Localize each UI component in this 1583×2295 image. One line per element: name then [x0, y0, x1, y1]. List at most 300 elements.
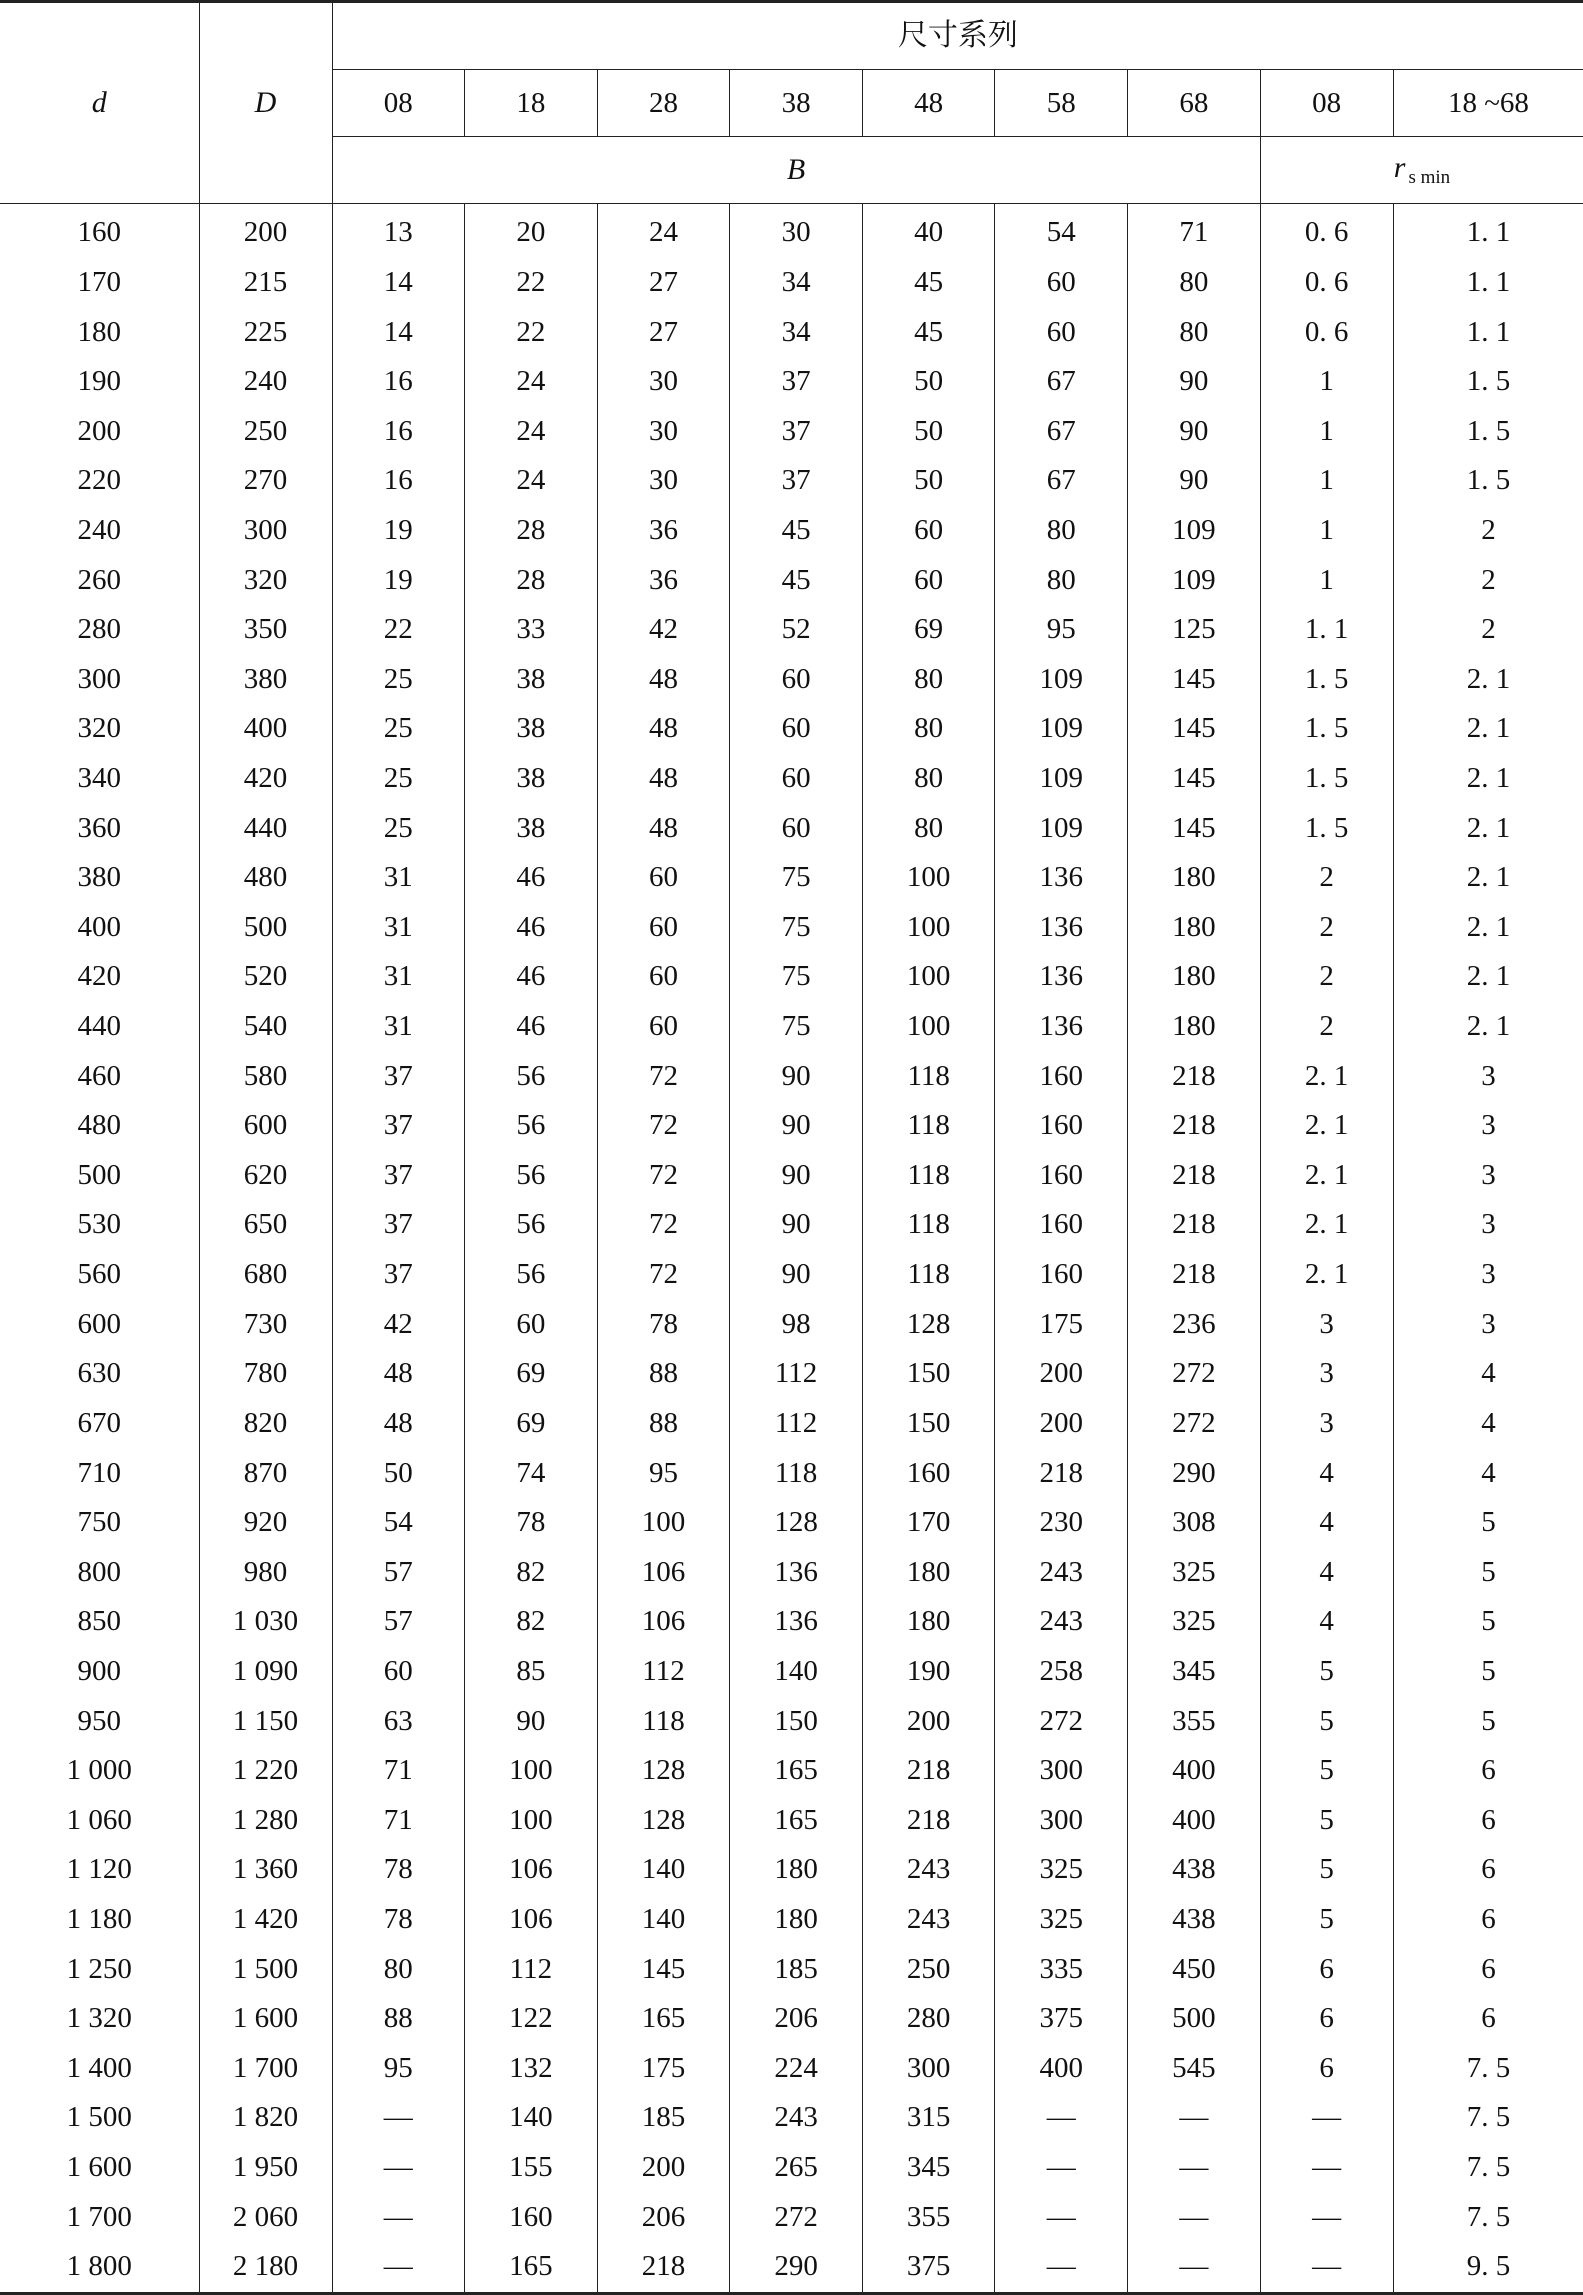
table-cell: 1 280 — [199, 1796, 332, 1846]
table-cell: 106 — [597, 1547, 730, 1597]
table-cell: 31 — [332, 903, 465, 953]
table-cell: 22 — [465, 258, 598, 308]
table-cell: 920 — [199, 1498, 332, 1548]
table-cell: 27 — [597, 258, 730, 308]
table-cell: 30 — [597, 357, 730, 407]
table-cell: 308 — [1128, 1498, 1261, 1548]
table-cell: 218 — [995, 1448, 1128, 1498]
table-cell: 1 000 — [0, 1746, 199, 1796]
table-row — [0, 456, 1583, 506]
table-cell: 180 — [1128, 903, 1261, 953]
table-cell: 200 — [995, 1399, 1128, 1449]
table-cell: 80 — [1128, 258, 1261, 308]
table-cell: 80 — [862, 704, 995, 754]
table-cell: 128 — [597, 1796, 730, 1846]
table-cell: 37 — [332, 1200, 465, 1250]
table-cell: 16 — [332, 357, 465, 407]
table-cell: 260 — [0, 555, 199, 605]
table-cell: 150 — [730, 1696, 863, 1746]
table-cell: 2. 1 — [1393, 952, 1583, 1002]
table-cell: 218 — [1128, 1200, 1261, 1250]
table-cell: 2. 1 — [1260, 1151, 1393, 1201]
table-cell: — — [332, 2192, 465, 2242]
table-cell: 20 — [465, 204, 598, 258]
table-cell: 680 — [199, 1250, 332, 1300]
table-cell: 300 — [995, 1796, 1128, 1846]
table-cell: 109 — [995, 803, 1128, 853]
table-cell: 2. 1 — [1393, 853, 1583, 903]
table-cell: 7. 5 — [1393, 2192, 1583, 2242]
table-cell: 243 — [862, 1845, 995, 1895]
table-cell: 0. 6 — [1260, 204, 1393, 258]
table-cell: — — [1128, 2242, 1261, 2293]
table-cell: 1 150 — [199, 1696, 332, 1746]
table-cell: 1 700 — [199, 2044, 332, 2094]
table-cell: 80 — [995, 555, 1128, 605]
table-cell: 74 — [465, 1448, 598, 1498]
table-cell: 165 — [730, 1796, 863, 1846]
table-cell: 160 — [465, 2192, 598, 2242]
table-cell: 125 — [1128, 605, 1261, 655]
table-cell: 100 — [597, 1498, 730, 1548]
table-cell: 5 — [1260, 1696, 1393, 1746]
header-series: 18 — [465, 70, 598, 137]
table-row — [0, 853, 1583, 903]
table-cell: 200 — [199, 204, 332, 258]
table-cell: 7. 5 — [1393, 2143, 1583, 2193]
table-cell: 46 — [465, 1002, 598, 1052]
table-cell: 14 — [332, 258, 465, 308]
table-cell: 9. 5 — [1393, 2242, 1583, 2293]
table-cell: 48 — [597, 704, 730, 754]
table-cell: 2. 1 — [1393, 1002, 1583, 1052]
table-cell: 60 — [730, 654, 863, 704]
table-row — [0, 1796, 1583, 1846]
table-cell: 335 — [995, 1944, 1128, 1994]
table-cell: 109 — [1128, 506, 1261, 556]
table-cell: 1. 5 — [1393, 406, 1583, 456]
table-cell: 88 — [332, 1994, 465, 2044]
table-cell: 37 — [332, 1250, 465, 1300]
table-row — [0, 204, 1583, 258]
table-cell: 375 — [995, 1994, 1128, 2044]
table-cell: — — [1128, 2093, 1261, 2143]
table-cell: 106 — [465, 1845, 598, 1895]
table-cell: 250 — [199, 406, 332, 456]
table-cell: 112 — [465, 1944, 598, 1994]
table-cell: 500 — [1128, 1994, 1261, 2044]
table-cell: 128 — [597, 1746, 730, 1796]
table-cell: 60 — [597, 903, 730, 953]
table-cell: 1 600 — [199, 1994, 332, 2044]
table-cell: 95 — [332, 2044, 465, 2094]
table-cell: 350 — [199, 605, 332, 655]
table-cell: 206 — [597, 2192, 730, 2242]
table-cell: 100 — [862, 903, 995, 953]
table-cell: 69 — [465, 1399, 598, 1449]
table-cell: 2 — [1393, 555, 1583, 605]
table-cell: 225 — [199, 307, 332, 357]
table-cell: 118 — [597, 1696, 730, 1746]
table-cell: 25 — [332, 754, 465, 804]
table-cell: 25 — [332, 704, 465, 754]
table-cell: 440 — [199, 803, 332, 853]
table-cell: 3 — [1393, 1051, 1583, 1101]
table-cell: 90 — [730, 1101, 863, 1151]
table-cell: 22 — [465, 307, 598, 357]
table-cell: 165 — [465, 2242, 598, 2293]
table-cell: 67 — [995, 357, 1128, 407]
table-cell: 240 — [199, 357, 332, 407]
table-cell: 165 — [730, 1746, 863, 1796]
table-header — [0, 2, 1583, 204]
table-cell: 300 — [862, 2044, 995, 2094]
table-cell: 160 — [0, 204, 199, 258]
table-cell: 4 — [1260, 1448, 1393, 1498]
header-d: d — [0, 2, 199, 204]
table-cell: 1. 1 — [1393, 204, 1583, 258]
table-cell: 272 — [995, 1696, 1128, 1746]
table-cell: 90 — [1128, 357, 1261, 407]
table-cell: 530 — [0, 1200, 199, 1250]
table-cell: 1 600 — [0, 2143, 199, 2193]
table-cell: 19 — [332, 506, 465, 556]
table-cell: 7. 5 — [1393, 2093, 1583, 2143]
table-cell: 355 — [862, 2192, 995, 2242]
table-cell: 1. 5 — [1260, 654, 1393, 704]
table-cell: 185 — [597, 2093, 730, 2143]
table-cell: 165 — [597, 1994, 730, 2044]
table-cell: 24 — [597, 204, 730, 258]
table-cell: 380 — [0, 853, 199, 903]
table-cell: 80 — [862, 654, 995, 704]
table-cell: 250 — [862, 1944, 995, 1994]
table-cell: 24 — [465, 406, 598, 456]
table-cell: 6 — [1393, 1746, 1583, 1796]
table-cell: 160 — [862, 1448, 995, 1498]
table-cell: 2 — [1393, 506, 1583, 556]
table-cell: 200 — [995, 1349, 1128, 1399]
table-cell: 48 — [597, 754, 730, 804]
table-cell: 19 — [332, 555, 465, 605]
table-cell: 48 — [332, 1399, 465, 1449]
table-cell: 2. 1 — [1260, 1051, 1393, 1101]
table-cell: 1 500 — [199, 1944, 332, 1994]
table-cell: 2. 1 — [1260, 1200, 1393, 1250]
table-cell: 72 — [597, 1250, 730, 1300]
table-cell: 136 — [995, 853, 1128, 903]
table-cell: 190 — [862, 1647, 995, 1697]
table-cell: 118 — [862, 1051, 995, 1101]
table-cell: 500 — [0, 1151, 199, 1201]
table-cell: 5 — [1260, 1796, 1393, 1846]
table-cell: 31 — [332, 853, 465, 903]
table-row — [0, 1002, 1583, 1052]
header-series: 68 — [1128, 70, 1261, 137]
table-cell: 218 — [1128, 1101, 1261, 1151]
table-cell: 670 — [0, 1399, 199, 1449]
table-cell: 118 — [862, 1151, 995, 1201]
table-cell: 480 — [0, 1101, 199, 1151]
table-row — [0, 1845, 1583, 1895]
table-cell: — — [1128, 2192, 1261, 2242]
table-row — [0, 357, 1583, 407]
header-r-subscript: s min — [1408, 167, 1451, 188]
table-cell: 315 — [862, 2093, 995, 2143]
table-cell: 31 — [332, 952, 465, 1002]
table-cell: 320 — [199, 555, 332, 605]
table-cell: 850 — [0, 1597, 199, 1647]
table-cell: 3 — [1393, 1101, 1583, 1151]
table-cell: 160 — [995, 1051, 1128, 1101]
table-cell: 38 — [465, 704, 598, 754]
table-cell: 56 — [465, 1051, 598, 1101]
table-cell: 218 — [1128, 1051, 1261, 1101]
table-cell: 80 — [995, 506, 1128, 556]
table-cell: 38 — [465, 803, 598, 853]
table-cell: 0. 6 — [1260, 258, 1393, 308]
table-cell: 1 420 — [199, 1895, 332, 1945]
table-cell: 57 — [332, 1547, 465, 1597]
table-cell: 870 — [199, 1448, 332, 1498]
table-cell: 243 — [730, 2093, 863, 2143]
table-cell: 1 220 — [199, 1746, 332, 1796]
table-cell: 90 — [1128, 456, 1261, 506]
table-cell: — — [1260, 2143, 1393, 2193]
table-cell: 78 — [597, 1299, 730, 1349]
table-cell: 218 — [1128, 1151, 1261, 1201]
table-cell: 450 — [1128, 1944, 1261, 1994]
table-row — [0, 704, 1583, 754]
table-cell: 155 — [465, 2143, 598, 2193]
table-cell: 42 — [332, 1299, 465, 1349]
table-cell: 325 — [995, 1845, 1128, 1895]
table-cell: 345 — [1128, 1647, 1261, 1697]
table-cell: 2 — [1260, 1002, 1393, 1052]
table-cell: 243 — [862, 1895, 995, 1945]
table-cell: 109 — [995, 654, 1128, 704]
table-cell: 109 — [1128, 555, 1261, 605]
table-cell: 90 — [465, 1696, 598, 1746]
table-row — [0, 1647, 1583, 1697]
table-cell: 6 — [1260, 1944, 1393, 1994]
table-cell: 180 — [730, 1845, 863, 1895]
table-cell: 60 — [862, 555, 995, 605]
table-row — [0, 1101, 1583, 1151]
table-cell: 1 — [1260, 357, 1393, 407]
table-cell: 200 — [0, 406, 199, 456]
table-cell: 60 — [995, 307, 1128, 357]
table-cell: 100 — [465, 1796, 598, 1846]
table-cell: 3 — [1393, 1250, 1583, 1300]
table-row — [0, 258, 1583, 308]
table-cell: 180 — [1128, 1002, 1261, 1052]
table-cell: 60 — [862, 506, 995, 556]
table-cell: 243 — [995, 1547, 1128, 1597]
table-cell: 600 — [199, 1101, 332, 1151]
table-cell: 136 — [995, 903, 1128, 953]
table-cell: 180 — [862, 1597, 995, 1647]
table-cell: 100 — [862, 952, 995, 1002]
table-cell: 206 — [730, 1994, 863, 2044]
table-cell: 1 060 — [0, 1796, 199, 1846]
table-cell: 100 — [862, 1002, 995, 1052]
table-cell: 220 — [0, 456, 199, 506]
table-cell: 460 — [0, 1051, 199, 1101]
table-cell: 90 — [730, 1051, 863, 1101]
table-row — [0, 1547, 1583, 1597]
table-cell: 440 — [0, 1002, 199, 1052]
table-cell: 136 — [995, 1002, 1128, 1052]
table-cell: 3 — [1260, 1399, 1393, 1449]
table-cell: 50 — [862, 406, 995, 456]
table-cell: — — [332, 2143, 465, 2193]
table-row — [0, 307, 1583, 357]
table-cell: 100 — [862, 853, 995, 903]
table-row — [0, 903, 1583, 953]
table-cell: 2 — [1260, 903, 1393, 953]
table-cell: 60 — [597, 1002, 730, 1052]
table-cell: 88 — [597, 1399, 730, 1449]
table-cell: 48 — [332, 1349, 465, 1399]
table-cell: 218 — [862, 1746, 995, 1796]
table-cell: 218 — [597, 2242, 730, 2293]
table-cell: 258 — [995, 1647, 1128, 1697]
table-cell: 109 — [995, 704, 1128, 754]
table-cell: 5 — [1260, 1895, 1393, 1945]
table-cell: 90 — [1128, 406, 1261, 456]
table-cell: 180 — [730, 1895, 863, 1945]
table-cell: 750 — [0, 1498, 199, 1548]
table-cell: 80 — [862, 803, 995, 853]
table-cell: 57 — [332, 1597, 465, 1647]
table-cell: 82 — [465, 1547, 598, 1597]
table-cell: 180 — [1128, 952, 1261, 1002]
table-cell: 200 — [597, 2143, 730, 2193]
table-cell: 6 — [1260, 2044, 1393, 2094]
table-cell: 90 — [730, 1200, 863, 1250]
table-cell: 112 — [730, 1349, 863, 1399]
table-cell: 80 — [1128, 307, 1261, 357]
table-cell: 37 — [332, 1151, 465, 1201]
table-cell: 950 — [0, 1696, 199, 1746]
header-series: 28 — [597, 70, 730, 137]
table-cell: 63 — [332, 1696, 465, 1746]
table-cell: 6 — [1393, 1845, 1583, 1895]
table-cell: 900 — [0, 1647, 199, 1697]
table-cell: 106 — [597, 1597, 730, 1647]
table-cell: 1 500 — [0, 2093, 199, 2143]
table-row — [0, 1944, 1583, 1994]
table-cell: 72 — [597, 1151, 730, 1201]
table-cell: 3 — [1393, 1200, 1583, 1250]
table-cell: 1 320 — [0, 1994, 199, 2044]
table-cell: 980 — [199, 1547, 332, 1597]
table-cell: 2. 1 — [1260, 1101, 1393, 1151]
table-cell: 380 — [199, 654, 332, 704]
table-cell: 88 — [597, 1349, 730, 1399]
table-cell: 300 — [199, 506, 332, 556]
table-cell: 620 — [199, 1151, 332, 1201]
table-cell: 1. 1 — [1393, 307, 1583, 357]
table-cell: 272 — [730, 2192, 863, 2242]
table-cell: 5 — [1260, 1746, 1393, 1796]
table-cell: 46 — [465, 952, 598, 1002]
table-cell: 6 — [1393, 1895, 1583, 1945]
table-cell: 180 — [1128, 853, 1261, 903]
table-cell: 175 — [995, 1299, 1128, 1349]
header-series: 58 — [995, 70, 1128, 137]
table-cell: 190 — [0, 357, 199, 407]
table-cell: — — [995, 2242, 1128, 2293]
table-cell: 3 — [1260, 1299, 1393, 1349]
table-cell: 600 — [0, 1299, 199, 1349]
table-cell: 1 800 — [0, 2242, 199, 2293]
table-cell: — — [1260, 2192, 1393, 2242]
table-cell: 710 — [0, 1448, 199, 1498]
table-cell: 140 — [465, 2093, 598, 2143]
table-cell: 2. 1 — [1393, 803, 1583, 853]
table-cell: 325 — [1128, 1597, 1261, 1647]
table-cell: 75 — [730, 952, 863, 1002]
table-cell: 30 — [597, 456, 730, 506]
table-cell: 122 — [465, 1994, 598, 2044]
table-cell: 280 — [0, 605, 199, 655]
table-cell: 38 — [465, 754, 598, 804]
table-cell: 480 — [199, 853, 332, 903]
table-cell: 24 — [465, 456, 598, 506]
table-cell: 54 — [332, 1498, 465, 1548]
header-series: 48 — [862, 70, 995, 137]
table-cell: 112 — [597, 1647, 730, 1697]
table-cell: — — [1260, 2093, 1393, 2143]
table-cell: 30 — [597, 406, 730, 456]
table-cell: 25 — [332, 803, 465, 853]
table-cell: 6 — [1393, 1944, 1583, 1994]
table-cell: 780 — [199, 1349, 332, 1399]
table-cell: 78 — [465, 1498, 598, 1548]
table-cell: 160 — [995, 1151, 1128, 1201]
table-cell: 400 — [0, 903, 199, 953]
table-cell: 340 — [0, 754, 199, 804]
table-cell: 820 — [199, 1399, 332, 1449]
table-cell: 1 950 — [199, 2143, 332, 2193]
table-cell: — — [332, 2242, 465, 2293]
table-cell: 38 — [465, 654, 598, 704]
table-row — [0, 1051, 1583, 1101]
table-cell: 218 — [1128, 1250, 1261, 1300]
table-cell: 6 — [1393, 1994, 1583, 2044]
table-cell: 140 — [597, 1845, 730, 1895]
table-cell: 60 — [730, 754, 863, 804]
table-cell: 34 — [730, 258, 863, 308]
table-cell: 48 — [597, 654, 730, 704]
table-cell: 500 — [199, 903, 332, 953]
table-cell: 420 — [199, 754, 332, 804]
table-cell: 56 — [465, 1101, 598, 1151]
table-cell: 60 — [332, 1647, 465, 1697]
table-cell: 145 — [597, 1944, 730, 1994]
table-cell: 34 — [730, 307, 863, 357]
table-row — [0, 1994, 1583, 2044]
table-cell: 2. 1 — [1393, 754, 1583, 804]
table-row — [0, 803, 1583, 853]
table-cell: 45 — [730, 506, 863, 556]
table-cell: 150 — [862, 1349, 995, 1399]
table-cell: 1 120 — [0, 1845, 199, 1895]
table-cell: 272 — [1128, 1349, 1261, 1399]
table-cell: 145 — [1128, 704, 1261, 754]
